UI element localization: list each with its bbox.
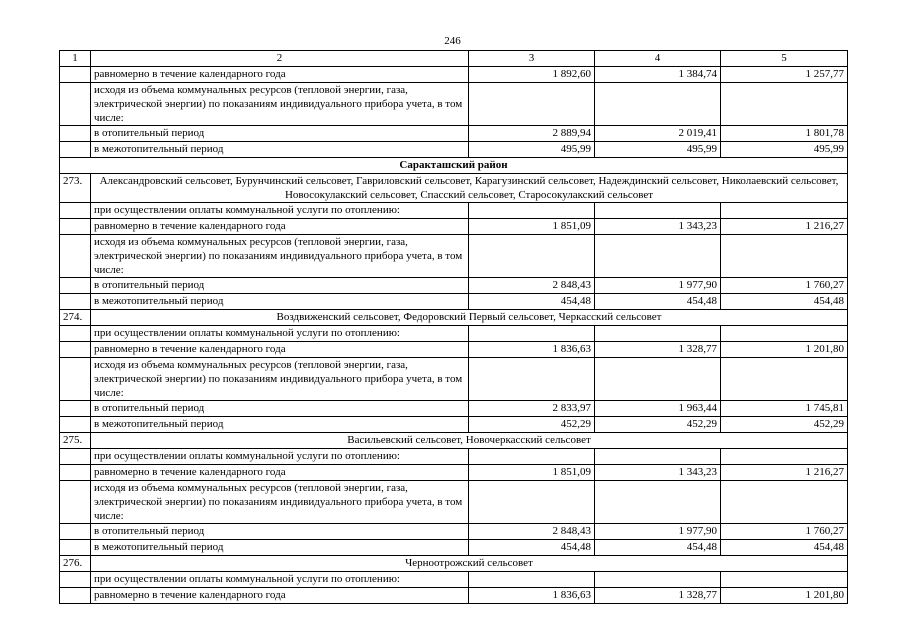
row-label: исходя из объема коммунальных ресурсов (тепловой энергии, газа, электрической энергии) по показаниям индивидуального прибора учета, в том числе: bbox=[91, 481, 469, 524]
value-cell: 1 216,27 bbox=[721, 219, 848, 235]
value-cell: 1 328,77 bbox=[595, 588, 721, 604]
entry-name: Воздвиженский сельсовет, Федоровский Первый сельсовет, Черкасский сельсовет bbox=[91, 310, 848, 326]
table-row bbox=[60, 83, 848, 126]
entry-row bbox=[60, 556, 848, 572]
value-cell: 1 257,77 bbox=[721, 67, 848, 83]
entry-number: 273. bbox=[60, 174, 91, 203]
value-cell: 454,48 bbox=[721, 294, 848, 310]
value-cell: 454,48 bbox=[721, 540, 848, 556]
table-row bbox=[60, 326, 848, 342]
entry-number: 274. bbox=[60, 310, 91, 326]
value-cell: 2 889,94 bbox=[469, 126, 595, 142]
row-label: при осуществлении оплаты коммунальной услуги по отоплению: bbox=[91, 203, 469, 219]
table-row bbox=[60, 588, 848, 604]
table-row bbox=[60, 342, 848, 358]
table-row bbox=[60, 524, 848, 540]
table-row bbox=[60, 67, 848, 83]
value-cell: 454,48 bbox=[595, 540, 721, 556]
row-label: исходя из объема коммунальных ресурсов (тепловой энергии, газа, электрической энергии) по показаниям индивидуального прибора учета, в том числе: bbox=[91, 83, 469, 126]
value-cell: 1 201,80 bbox=[721, 342, 848, 358]
entry-row bbox=[60, 433, 848, 449]
value-cell: 1 760,27 bbox=[721, 278, 848, 294]
table-row bbox=[60, 294, 848, 310]
table-row bbox=[60, 540, 848, 556]
region-title: Саракташский район bbox=[60, 158, 848, 174]
value-cell: 1 745,81 bbox=[721, 401, 848, 417]
value-cell: 1 216,27 bbox=[721, 465, 848, 481]
value-cell: 495,99 bbox=[595, 142, 721, 158]
table-row bbox=[60, 126, 848, 142]
row-label: в отопительный период bbox=[91, 401, 469, 417]
value-cell: 2 848,43 bbox=[469, 524, 595, 540]
entry-row bbox=[60, 174, 848, 203]
table-row bbox=[60, 358, 848, 401]
row-label: при осуществлении оплаты коммунальной услуги по отоплению: bbox=[91, 449, 469, 465]
row-label: при осуществлении оплаты коммунальной услуги по отоплению: bbox=[91, 326, 469, 342]
entry-name: Васильевский сельсовет, Новочеркасский сельсовет bbox=[91, 433, 848, 449]
header-row bbox=[60, 51, 848, 67]
value-cell: 1 892,60 bbox=[469, 67, 595, 83]
table-row bbox=[60, 572, 848, 588]
entry-name: Черноотрожский сельсовет bbox=[91, 556, 848, 572]
page-number: 246 bbox=[444, 35, 461, 47]
column-header: 3 bbox=[469, 51, 595, 67]
table-row bbox=[60, 219, 848, 235]
value-cell: 454,48 bbox=[469, 540, 595, 556]
row-label: в отопительный период bbox=[91, 126, 469, 142]
value-cell: 2 848,43 bbox=[469, 278, 595, 294]
value-cell: 1 760,27 bbox=[721, 524, 848, 540]
column-header: 4 bbox=[595, 51, 721, 67]
value-cell: 1 384,74 bbox=[595, 67, 721, 83]
table-row bbox=[60, 203, 848, 219]
column-header: 1 bbox=[60, 51, 91, 67]
value-cell: 1 977,90 bbox=[595, 524, 721, 540]
value-cell: 1 851,09 bbox=[469, 219, 595, 235]
row-label: в межотопительный период bbox=[91, 142, 469, 158]
row-label: в отопительный период bbox=[91, 524, 469, 540]
value-cell: 452,29 bbox=[469, 417, 595, 433]
value-cell: 1 343,23 bbox=[595, 219, 721, 235]
value-cell: 1 201,80 bbox=[721, 588, 848, 604]
table-row bbox=[60, 465, 848, 481]
table-row bbox=[60, 142, 848, 158]
value-cell: 1 851,09 bbox=[469, 465, 595, 481]
column-header: 5 bbox=[721, 51, 848, 67]
value-cell: 1 343,23 bbox=[595, 465, 721, 481]
row-label: исходя из объема коммунальных ресурсов (тепловой энергии, газа, электрической энергии) по показаниям индивидуального прибора учета, в том числе: bbox=[91, 235, 469, 278]
entry-number: 276. bbox=[60, 556, 91, 572]
table-row bbox=[60, 278, 848, 294]
row-label: исходя из объема коммунальных ресурсов (тепловой энергии, газа, электрической энергии) по показаниям индивидуального прибора учета, в том числе: bbox=[91, 358, 469, 401]
row-label: равномерно в течение календарного года bbox=[91, 342, 469, 358]
value-cell: 452,29 bbox=[721, 417, 848, 433]
row-label: при осуществлении оплаты коммунальной услуги по отоплению: bbox=[91, 572, 469, 588]
value-cell: 495,99 bbox=[721, 142, 848, 158]
value-cell: 1 801,78 bbox=[721, 126, 848, 142]
value-cell: 1 328,77 bbox=[595, 342, 721, 358]
value-cell: 454,48 bbox=[469, 294, 595, 310]
value-cell: 495,99 bbox=[469, 142, 595, 158]
row-label: в межотопительный период bbox=[91, 540, 469, 556]
entry-number: 275. bbox=[60, 433, 91, 449]
value-cell: 1 977,90 bbox=[595, 278, 721, 294]
table-row bbox=[60, 235, 848, 278]
row-label: в межотопительный период bbox=[91, 294, 469, 310]
entry-name: Александровский сельсовет, Бурунчинский сельсовет, Гавриловский сельсовет, Карагузинский сельсовет, Надеждинский сельсовет, Николаевский сельсовет, Новосокулакский сельсовет, Спасский сельсовет, Старосокулакский сельсовет bbox=[91, 174, 848, 203]
row-label: равномерно в течение календарного года bbox=[91, 588, 469, 604]
table-row bbox=[60, 449, 848, 465]
value-cell: 2 019,41 bbox=[595, 126, 721, 142]
table-row bbox=[60, 417, 848, 433]
value-cell: 454,48 bbox=[595, 294, 721, 310]
table-row bbox=[60, 481, 848, 524]
row-label: равномерно в течение календарного года bbox=[91, 465, 469, 481]
row-label: в межотопительный период bbox=[91, 417, 469, 433]
value-cell: 452,29 bbox=[595, 417, 721, 433]
value-cell: 1 836,63 bbox=[469, 342, 595, 358]
value-cell: 1 963,44 bbox=[595, 401, 721, 417]
row-label: в отопительный период bbox=[91, 278, 469, 294]
row-label: равномерно в течение календарного года bbox=[91, 67, 469, 83]
table-row bbox=[60, 401, 848, 417]
tariff-table bbox=[59, 50, 848, 604]
entry-row bbox=[60, 310, 848, 326]
value-cell: 1 836,63 bbox=[469, 588, 595, 604]
row-label: равномерно в течение календарного года bbox=[91, 219, 469, 235]
region-row bbox=[60, 158, 848, 174]
value-cell: 2 833,97 bbox=[469, 401, 595, 417]
column-header: 2 bbox=[91, 51, 469, 67]
